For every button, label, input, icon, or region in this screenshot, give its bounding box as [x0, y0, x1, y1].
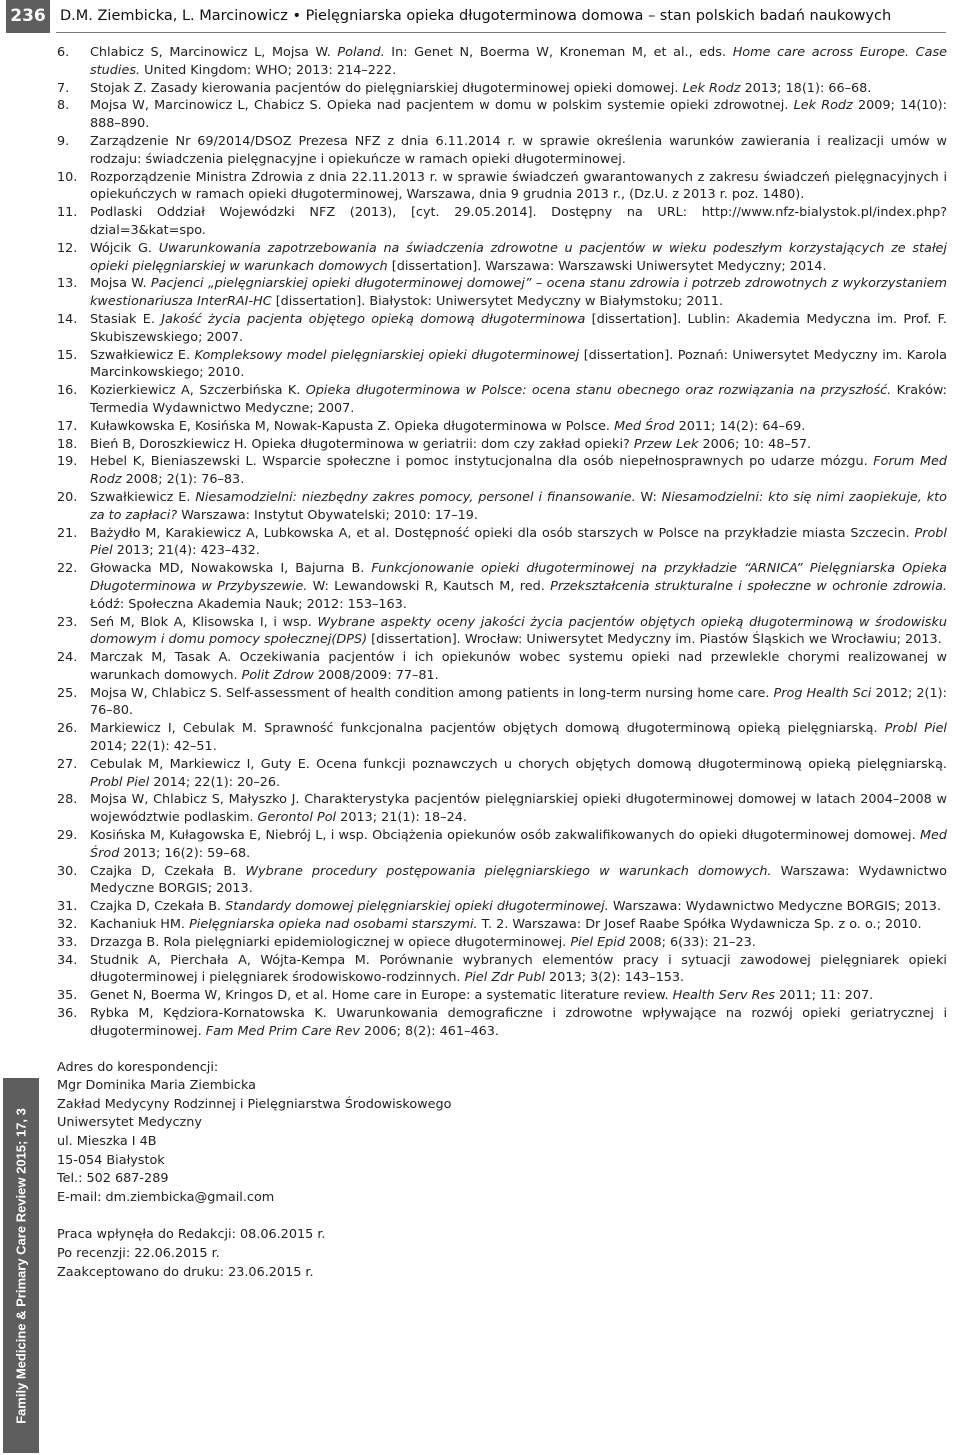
- reference-text: [90, 312, 947, 345]
- reference-number-text: 33.: [57, 934, 78, 950]
- reference-number: [57, 756, 87, 774]
- reference-segment: 2013; 18(1): 66–68.: [740, 80, 872, 96]
- reference-number: [57, 80, 87, 98]
- reference-number-text: 32.: [57, 917, 78, 933]
- reference-segment: Rozporządzenie Ministra Zdrowia z dnia 22.11.2013 r. w sprawie świadczeń gwarantowanych z zakresu świadczeń pielęgnacyjnych i opiekuńczych w ramach opieki długoterminowej, Warszawa, dnia 9 grudnia 2013 r., (Dz.U. z 2013 r. poz. 1480).: [90, 169, 947, 203]
- date-received: Praca wpłynęła do Redakcji: 08.06.2015 r.: [57, 1227, 326, 1243]
- reference-number: [57, 685, 87, 703]
- reference-number-text: 10.: [57, 169, 78, 185]
- reference-segment: 2006; 10: 48–57.: [698, 436, 812, 452]
- reference-item: [57, 934, 947, 952]
- reference-italic-segment: Pielęgniarska opieka nad osobami starszymi.: [189, 917, 478, 933]
- reference-item: [57, 133, 947, 169]
- reference-number: [57, 525, 87, 543]
- reference-number-text: 9.: [57, 133, 70, 149]
- reference-segment: In: Genet N, Boerma W, Kroneman M, et al., eds.: [384, 45, 733, 60]
- reference-number-text: 24.: [57, 650, 78, 666]
- reference-segment: Markiewicz I, Cebulak M. Sprawność funkcjonalna pacjentów objętych domową długoterminową opieką pielęgniarską.: [90, 721, 885, 737]
- page-header: [0, 0, 960, 33]
- date-reviewed: Po recenzji: 22.06.2015 r.: [57, 1245, 220, 1261]
- reference-number: [57, 347, 87, 365]
- reference-number: [57, 489, 87, 507]
- reference-item: [57, 525, 947, 561]
- reference-segment: Bażydło M, Karakiewicz A, Lubkowska A, et al. Dostępność opieki dla osób starszych w Polsce na przykładzie miasta Szczecin.: [90, 525, 915, 541]
- reference-number-text: 18.: [57, 436, 78, 452]
- reference-text: [90, 561, 947, 612]
- reference-number: [57, 44, 87, 62]
- reference-number: [57, 898, 87, 916]
- reference-segment: Podlaski Oddział Wojewódzki NFZ (2013), [cyt. 29.05.2014]. Dostępny na URL: http://www.nfz-bialystok.pl/index.php?dzial=3&kat=spo.: [90, 205, 947, 238]
- reference-text: [90, 988, 873, 1003]
- reference-segment: Kraków: Termedia Wydawnictwo Medyczne; 2007.: [90, 383, 947, 416]
- reference-segment: 2011; 11: 207.: [775, 988, 874, 1004]
- reference-segment: Łódź: Społeczna Akademia Nauk; 2012: 153–163.: [90, 596, 407, 612]
- reference-item: [57, 952, 947, 988]
- reference-number: [57, 382, 87, 400]
- reference-item: [57, 756, 947, 792]
- reference-italic-segment: Standardy domowej pielęgniarskiej opieki długoterminowej.: [225, 899, 609, 915]
- reference-segment: Cebulak M, Markiewicz I, Guty E. Ocena funkcji poznawczych u chorych objętych domową długoterminową opieką pielęgniarską.: [90, 756, 947, 772]
- reference-segment: Stojak Z. Zasady kierowania pacjentów do pielęgniarskiej długoterminowej opieki domowej.: [90, 80, 683, 96]
- reference-item: [57, 311, 947, 347]
- reference-segment: Kozierkiewicz A, Szczerbińska K.: [90, 383, 306, 399]
- reference-item: [57, 560, 947, 613]
- reference-text: [90, 650, 947, 683]
- reference-italic-segment: Gerontol Pol: [257, 810, 337, 826]
- reference-number: [57, 169, 87, 187]
- reference-text: [90, 864, 947, 897]
- reference-number-text: 25.: [57, 685, 78, 701]
- reference-italic-segment: Piel Epid: [570, 934, 625, 950]
- reference-segment: Stasiak E.: [90, 311, 162, 327]
- reference-italic-segment: Jakość życia pacjenta objętego opieką domową długoterminowa: [161, 311, 586, 327]
- reference-segment: Głowacka MD, Nowakowska I, Bajurna B.: [90, 561, 372, 577]
- reference-segment: Mojsa W.: [90, 276, 151, 292]
- reference-segment: Rybka M, Kędziora-Kornatowska K. Uwarunkowania demograficzne i zdrowotne wpływające na rozwój opieki geriatrycznej i długoterminowej.: [90, 1006, 947, 1039]
- reference-segment: Warszawa: Wydawnictwo Medyczne BORGIS; 2013.: [90, 863, 947, 897]
- reference-italic-segment: Med Środ: [614, 418, 675, 434]
- reference-item: [57, 827, 947, 863]
- reference-text: [90, 615, 947, 648]
- reference-segment: Szwałkiewicz E.: [90, 347, 195, 363]
- phone: Tel.: 502 687-289: [57, 1171, 169, 1187]
- reference-number: [57, 863, 87, 881]
- reference-segment: W: Lewandowski R, Kautsch M, red.: [307, 578, 551, 594]
- reference-italic-segment: Med Środ: [90, 828, 947, 861]
- reference-number: [57, 133, 87, 151]
- reference-italic-segment: Uwarunkowania zapotrzebowania na świadczenia zdrowotne u pacjentów w wieku podeszłym korzystających ze stałej opieki pielęgniarskiej w warunkach domowych: [90, 240, 947, 274]
- reference-italic-segment: Forum Med Rodz: [90, 454, 947, 488]
- main-content: [57, 44, 947, 1282]
- reference-segment: Mojsa W, Chlabicz S, Małyszko J. Charakterystyka pacjentów pielęgniarskiej opieki długoterminowej domowej w latach 2004–2008 w województwie podlaskim.: [90, 792, 947, 826]
- reference-item: [57, 44, 947, 80]
- reference-text: [90, 757, 947, 790]
- reference-number-text: 29.: [57, 828, 78, 844]
- reference-item: [57, 275, 947, 311]
- reference-item: [57, 916, 947, 934]
- reference-text: [90, 454, 947, 487]
- reference-item: [57, 791, 947, 827]
- reference-number: [57, 275, 87, 293]
- reference-item: [57, 169, 947, 205]
- reference-segment: United Kingdom: WHO; 2013: 214–222.: [140, 62, 397, 78]
- reference-segment: Zarządzenie Nr 69/2014/DSOZ Prezesa NFZ z dnia 6.11.2014 r. w sprawie określenia warunków zawierania i realizacji umów w rodzaju: świadczenia pielęgnacyjne i opiekuńcze w ramach opieki długoterminowej.: [90, 133, 947, 167]
- reference-number-text: 15.: [57, 347, 78, 363]
- reference-item: [57, 987, 947, 1005]
- reference-segment: Studnik A, Pierchała A, Wójta-Kempa M. Porównanie wybranych elementów pracy i sytuacji zawodowej pielęgniarek opieki długoterminowej i pielęgniarek środowiskowo-rodzinnych.: [90, 952, 947, 986]
- reference-segment: Mojsa W, Chlabicz S. Self-assessment of health condition among patients in long-term nursing home care.: [90, 685, 774, 701]
- reference-segment: Czajka D, Czekała B.: [90, 899, 226, 915]
- reference-number-text: 28.: [57, 792, 78, 808]
- reference-number-text: 34.: [57, 952, 78, 968]
- reference-number: [57, 791, 87, 809]
- reference-segment: [dissertation]. Białystok: Uniwersytet Medyczny w Białymstoku; 2011.: [271, 294, 724, 310]
- reference-number: [57, 311, 87, 329]
- reference-number: [57, 934, 87, 952]
- date-accepted: Zaakceptowano do druku: 23.06.2015 r.: [57, 1264, 314, 1280]
- header-divider: [56, 32, 946, 33]
- reference-segment: Chlabicz S, Marcinowicz L, Mojsa W.: [90, 45, 338, 60]
- reference-segment: 2013; 21(1): 18–24.: [336, 810, 467, 826]
- reference-text: [90, 98, 947, 131]
- reference-segment: [dissertation]. Wrocław: Uniwersytet Medyczny im. Piastów Śląskich we Wrocławiu; 2013.: [367, 632, 942, 648]
- correspondence-heading: Adres do korespondencji:: [57, 1059, 219, 1075]
- reference-segment: Seń M, Blok A, Klisowska I, i wsp.: [90, 614, 318, 630]
- reference-italic-segment: Przekształcenia strukturalne i społeczne w ochronie zdrowia.: [550, 578, 947, 594]
- reference-segment: 2008; 2(1): 76–83.: [121, 472, 245, 488]
- reference-number-text: 36.: [57, 1006, 78, 1022]
- reference-item: [57, 382, 947, 418]
- reference-italic-segment: Wybrane procedury postępowania pielęgniarskiego w warunkach domowych.: [245, 863, 772, 879]
- reference-segment: Kosińska M, Kułagowska E, Niebrój L, i wsp. Obciążenia opiekunów osób zakwalifikowanych do opieki długoterminowej domowej.: [90, 828, 920, 844]
- reference-segment: Kachaniuk HM.: [90, 917, 190, 933]
- reference-number: [57, 827, 87, 845]
- reference-number-text: 8.: [57, 98, 70, 114]
- reference-number: [57, 720, 87, 738]
- reference-segment: Kuławkowska E, Kosińska M, Nowak-Kapusta Z. Opieka długoterminowa w Polsce.: [90, 418, 615, 434]
- reference-segment: 2013; 16(2): 59–68.: [119, 845, 251, 861]
- reference-text: [90, 917, 922, 932]
- reference-italic-segment: Poland.: [337, 45, 385, 60]
- reference-number-text: 35.: [57, 988, 78, 1004]
- reference-number-text: 16.: [57, 383, 78, 399]
- journal-name: Family Medicine & Primary Care Review 2015; 17, 3: [13, 1107, 29, 1424]
- reference-italic-segment: Funkcjonowanie opieki długoterminowej na przykładzie “ARNICA” Pielęgniarska Opieka Długoterminowa w Przybyszewie.: [90, 561, 947, 594]
- reference-text: [90, 170, 947, 203]
- reference-number: [57, 916, 87, 934]
- reference-italic-segment: Home care across Europe. Case studies.: [90, 45, 947, 78]
- reference-number-text: 30.: [57, 863, 78, 879]
- reference-italic-segment: Wybrane aspekty oceny jakości życia pacjentów objętych opieką długoterminową w środowisku domowym i domu pomocy społecznej(DPS): [90, 614, 947, 648]
- reference-number: [57, 614, 87, 632]
- reference-italic-segment: Probl Piel: [884, 721, 947, 737]
- reference-number-text: 22.: [57, 561, 78, 577]
- reference-segment: Mojsa W, Marcinowicz L, Chabicz S. Opieka nad pacjentem w domu w polskim systemie opieki zdrowotnej.: [90, 98, 794, 114]
- reference-text: [90, 383, 947, 416]
- correspondence-block: [57, 1059, 947, 1208]
- reference-text: [90, 419, 805, 434]
- reference-text: [90, 45, 947, 78]
- reference-text: [90, 276, 947, 309]
- reference-number-text: 11.: [57, 205, 78, 221]
- reference-segment: T. 2. Warszawa: Dr Josef Raabe Spółka Wydawnicza Sp. z o. o.; 2010.: [477, 917, 922, 933]
- reference-item: [57, 614, 947, 650]
- reference-item: [57, 204, 947, 240]
- reference-item: [57, 685, 947, 721]
- reference-item: [57, 418, 947, 436]
- running-title: D.M. Ziembicka, L. Marcinowicz • Pielęgniarska opieka długoterminowa domowa – stan polskich badań naukowych: [60, 8, 892, 24]
- reference-item: [57, 1005, 947, 1041]
- reference-text: [90, 526, 947, 559]
- reference-segment: Drzazga B. Rola pielęgniarki epidemiologicznej w opiece długoterminowej.: [90, 934, 571, 950]
- reference-italic-segment: Health Serv Res: [672, 988, 776, 1004]
- reference-number: [57, 453, 87, 471]
- reference-segment: 2013; 3(2): 143–153.: [545, 970, 685, 986]
- reference-text: [90, 205, 947, 238]
- department: Zakład Medycyny Rodzinnej i Pielęgniarstwa Środowiskowego: [57, 1096, 452, 1112]
- reference-number-text: 13.: [57, 276, 78, 292]
- reference-segment: 2008/2009: 77–81.: [313, 667, 439, 683]
- reference-number: [57, 987, 87, 1005]
- author-name: Mgr Dominika Maria Ziembicka: [57, 1078, 256, 1094]
- page-number: 236: [6, 0, 50, 33]
- reference-item: [57, 898, 947, 916]
- reference-text: [90, 828, 947, 861]
- publication-dates: [57, 1226, 947, 1282]
- reference-number-text: 21.: [57, 525, 78, 541]
- reference-number-text: 23.: [57, 614, 78, 630]
- reference-item: [57, 97, 947, 133]
- reference-number-text: 20.: [57, 489, 78, 505]
- reference-text: [90, 437, 811, 452]
- reference-item: [57, 347, 947, 383]
- reference-list: [57, 44, 947, 1041]
- reference-segment: Szwałkiewicz E.: [90, 489, 196, 505]
- reference-segment: 2014; 22(1): 20–26.: [149, 774, 281, 790]
- reference-text: [90, 490, 947, 523]
- reference-italic-segment: Lek Rodz: [793, 98, 853, 114]
- journal-sidebar: [3, 1078, 39, 1453]
- reference-text: [90, 241, 947, 274]
- reference-segment: [dissertation]. Poznań: Uniwersytet Medyczny im. Karola Marcinkowskiego; 2010.: [90, 347, 948, 381]
- reference-item: [57, 80, 947, 98]
- reference-text: [90, 721, 947, 754]
- reference-text: [90, 953, 947, 986]
- reference-number: [57, 240, 87, 258]
- reference-item: [57, 649, 947, 685]
- reference-italic-segment: Przew Lek: [633, 436, 699, 452]
- reference-item: [57, 240, 947, 276]
- reference-number: [57, 952, 87, 970]
- reference-text: [90, 935, 756, 950]
- reference-segment: 2006; 8(2): 461–463.: [359, 1023, 499, 1039]
- reference-number: [57, 418, 87, 436]
- reference-italic-segment: Niesamodzielni: kto się nimi zaopiekuje, kto za to zapłaci?: [90, 489, 947, 523]
- reference-segment: 2012; 2(1): 76–80.: [90, 685, 947, 719]
- reference-number: [57, 560, 87, 578]
- reference-italic-segment: Prog Health Sci: [773, 685, 872, 701]
- reference-item: [57, 720, 947, 756]
- reference-segment: Czajka D, Czekała B.: [90, 863, 246, 879]
- reference-number-text: 7.: [57, 80, 70, 96]
- reference-segment: 2011; 14(2): 64–69.: [674, 418, 806, 434]
- reference-item: [57, 863, 947, 899]
- reference-number: [57, 649, 87, 667]
- reference-segment: Warszawa: Wydawnictwo Medyczne BORGIS; 2013.: [608, 899, 942, 915]
- reference-number-text: 14.: [57, 311, 78, 327]
- reference-number-text: 17.: [57, 418, 78, 434]
- street-address: ul. Mieszka I 4B: [57, 1134, 157, 1149]
- reference-number-text: 12.: [57, 240, 78, 256]
- reference-segment: Marczak M, Tasak A. Oczekiwania pacjentów i ich opiekunów wobec systemu opieki nad przewlekle chorymi realizowanej w warunkach domowych.: [90, 650, 947, 683]
- reference-segment: Warszawa: Instytut Obywatelski; 2010: 17–19.: [177, 507, 478, 523]
- reference-number: [57, 204, 87, 222]
- reference-italic-segment: Kompleksowy model pielęgniarskiej opieki długoterminowej: [194, 347, 580, 363]
- reference-segment: 2013; 21(4): 423–432.: [112, 543, 260, 559]
- reference-segment: 2008; 6(33): 21–23.: [624, 934, 756, 950]
- reference-text: [90, 348, 947, 381]
- reference-segment: Hebel K, Bieniaszewski L. Wsparcie społeczne i pomoc instytucjonalna dla osób niepełnosprawnych po udarze mózgu.: [90, 454, 874, 470]
- reference-segment: Wójcik G.: [90, 240, 159, 256]
- reference-italic-segment: Probl Piel: [90, 525, 947, 559]
- reference-italic-segment: Fam Med Prim Care Rev: [205, 1023, 360, 1039]
- reference-number: [57, 1005, 87, 1023]
- reference-italic-segment: Lek Rodz: [682, 80, 741, 96]
- reference-item: [57, 436, 947, 454]
- reference-number-text: 31.: [57, 899, 78, 915]
- reference-segment: Genet N, Boerma W, Kringos D, et al. Home care in Europe: a systematic literature review.: [90, 988, 673, 1004]
- reference-text: [90, 81, 871, 96]
- reference-item: [57, 489, 947, 525]
- reference-text: [90, 1006, 947, 1039]
- reference-segment: [dissertation]. Lublin: Akademia Medyczna im. Prof. F. Skubiszewskiego; 2007.: [90, 311, 948, 345]
- reference-segment: W:: [635, 489, 662, 505]
- reference-text: [90, 899, 941, 914]
- reference-segment: 2014; 22(1): 42–51.: [90, 739, 217, 755]
- city: 15-054 Białystok: [57, 1152, 165, 1168]
- email: E-mail: dm.ziembicka@gmail.com: [57, 1189, 275, 1205]
- reference-text: [90, 792, 947, 825]
- reference-text: [90, 686, 947, 719]
- reference-italic-segment: Pacjenci „pielęgniarskiej opieki długoterminowej domowej” – ocena stanu zdrowia i potrzeb zdrowotnych z wykorzystaniem kwestionariusza InterRAI-HC: [90, 276, 947, 310]
- reference-item: [57, 453, 947, 489]
- reference-number: [57, 97, 87, 115]
- university: Uniwersytet Medyczny: [57, 1115, 202, 1131]
- reference-italic-segment: Piel Zdr Publ: [464, 970, 546, 986]
- reference-italic-segment: Polit Zdrow: [241, 667, 314, 683]
- reference-number-text: 6.: [57, 45, 70, 60]
- reference-italic-segment: Probl Piel: [90, 774, 150, 790]
- reference-number-text: 27.: [57, 756, 78, 772]
- reference-text: [90, 134, 947, 167]
- reference-segment: Bień B, Doroszkiewicz H. Opieka długoterminowa w geriatrii: dom czy zakład opieki?: [90, 436, 634, 452]
- reference-number: [57, 436, 87, 454]
- reference-italic-segment: Opieka długoterminowa w Polsce: ocena stanu obecnego oraz rozwiązania na przyszłość.: [305, 383, 892, 399]
- reference-segment: [dissertation]. Warszawa: Warszawski Uniwersytet Medyczny; 2014.: [387, 258, 827, 274]
- reference-number-text: 19.: [57, 454, 78, 470]
- reference-segment: 2009; 14(10): 888–890.: [90, 98, 947, 132]
- reference-number-text: 26.: [57, 721, 78, 737]
- reference-italic-segment: Niesamodzielni: niezbędny zakres pomocy, personel i finansowanie.: [195, 489, 636, 505]
